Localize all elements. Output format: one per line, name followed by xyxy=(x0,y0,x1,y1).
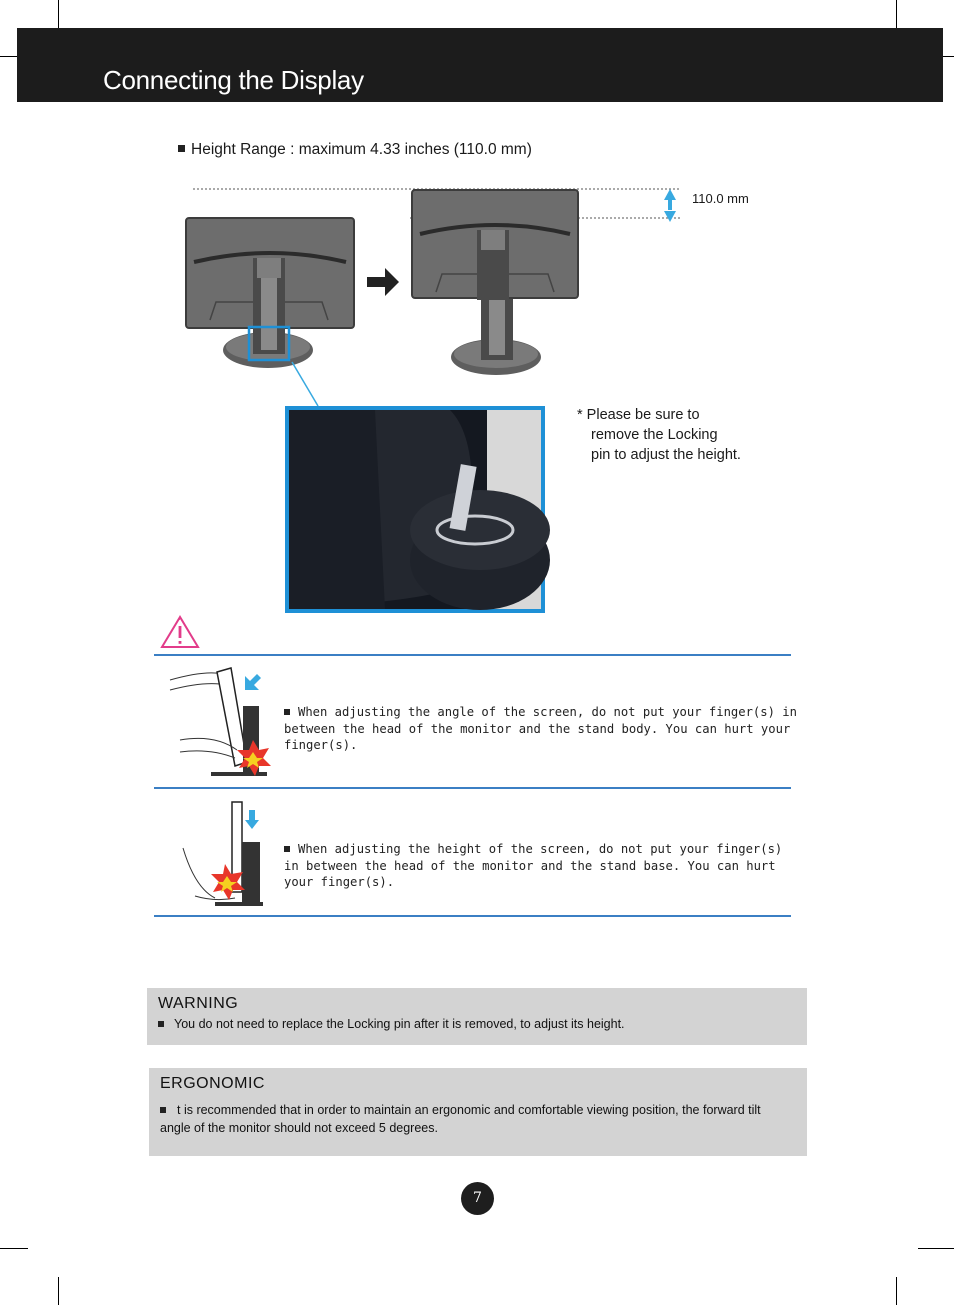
note-line: pin to adjust the height. xyxy=(591,447,741,463)
warning-title: WARNING xyxy=(158,995,239,1012)
bullet-icon xyxy=(284,846,290,852)
down-arrow-icon xyxy=(245,810,259,829)
ergonomic-text: t is recommended that in order to maintain an ergonomic and comfortable viewing position, the forward tilt angle of the monitor should not exceed 5 degrees. xyxy=(160,1103,761,1135)
crop-mark xyxy=(896,1277,897,1305)
angle-pinch-illustration xyxy=(165,662,277,782)
note-line: remove the Locking xyxy=(591,427,718,443)
height-adjust-diagram xyxy=(150,180,790,620)
height-range-text: Height Range : maximum 4.33 inches (110.0 mm) xyxy=(191,141,532,158)
ergonomic-title: ERGONOMIC xyxy=(160,1075,265,1092)
right-arrow-icon xyxy=(367,268,399,296)
callout-line xyxy=(292,362,318,406)
page-number: 7 xyxy=(461,1182,494,1215)
warning-text-line xyxy=(158,1015,798,1033)
caution-text: When adjusting the height of the screen, do not put your finger(s) in between the head of the monitor and the stand base. You can hurt your finger(s). xyxy=(284,842,783,889)
caution-text: When adjusting the angle of the screen, do not put your finger(s) in between the head of the monitor and the stand body. You can hurt your finger(s). xyxy=(284,705,797,752)
section-divider xyxy=(154,915,791,917)
dimension-label: 110.0 mm xyxy=(692,191,749,206)
page-title: Connecting the Display xyxy=(103,65,364,95)
note-line: * Please be sure to xyxy=(577,407,700,423)
crop-mark xyxy=(0,1248,28,1249)
section-divider xyxy=(154,787,791,789)
crop-mark xyxy=(58,1277,59,1305)
monitor-high-illustration xyxy=(412,190,578,375)
section-divider xyxy=(154,654,791,656)
bullet-icon xyxy=(178,145,185,152)
crop-mark xyxy=(0,56,17,57)
bullet-icon xyxy=(160,1107,166,1113)
warning-text: You do not need to replace the Locking pin after it is removed, to adjust its height. xyxy=(174,1017,625,1031)
crop-mark xyxy=(896,0,897,28)
crop-mark xyxy=(58,0,59,28)
monitor-low-illustration xyxy=(186,218,354,368)
dimension-arrow-icon xyxy=(664,189,676,222)
caution-item xyxy=(284,704,804,754)
caution-item xyxy=(284,841,804,891)
bullet-icon xyxy=(284,709,290,715)
height-range-line xyxy=(178,140,532,160)
down-left-arrow-icon xyxy=(245,674,261,690)
ergonomic-text-block xyxy=(160,1101,790,1137)
locking-pin-note xyxy=(577,405,797,465)
locking-pin-photo xyxy=(287,408,550,611)
height-pinch-illustration xyxy=(175,798,275,910)
bullet-icon xyxy=(158,1021,164,1027)
crop-mark xyxy=(918,1248,954,1249)
warning-triangle-icon xyxy=(160,614,200,650)
